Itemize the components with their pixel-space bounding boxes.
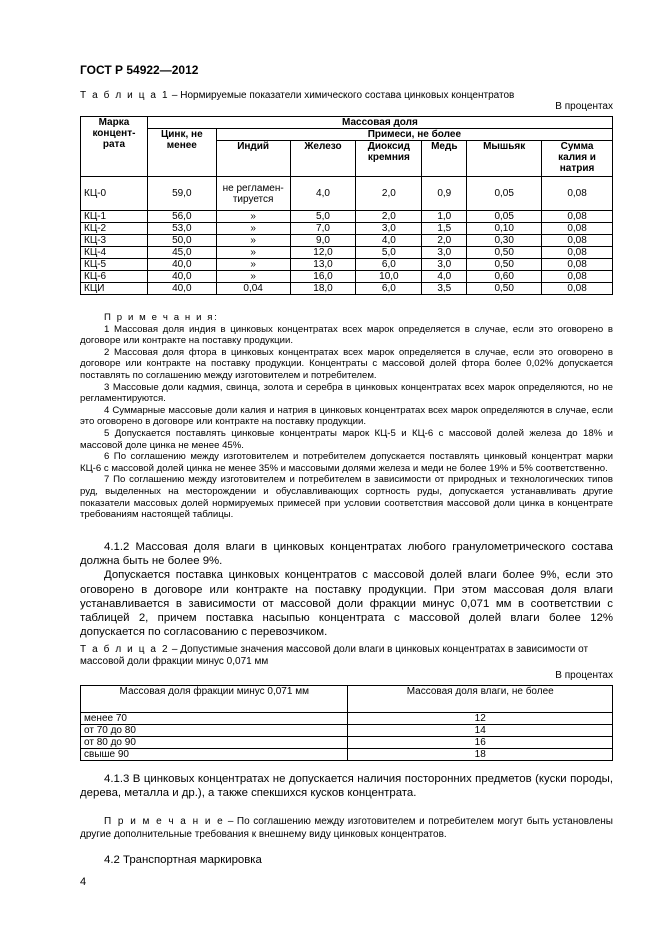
cell-zinc: 53,0 bbox=[147, 223, 216, 235]
cell-silica: 5,0 bbox=[356, 247, 422, 259]
table-row bbox=[81, 737, 613, 749]
table2-caption bbox=[80, 644, 613, 668]
cell-iron: 5,0 bbox=[290, 211, 356, 223]
cell-mark: КЦ-6 bbox=[81, 271, 148, 283]
cell-arsenic: 0,50 bbox=[467, 259, 542, 271]
cell-copper: 3,0 bbox=[422, 247, 467, 259]
table-row bbox=[81, 725, 613, 737]
table-row bbox=[81, 283, 613, 295]
table2-caption-text: – Допустимые значения массовой доли влаги в цинковых концентратах в зависимости от массовой доли фракции минус 0,071 мм bbox=[80, 644, 589, 667]
cell-arsenic: 0,60 bbox=[467, 271, 542, 283]
cell-copper: 2,0 bbox=[422, 235, 467, 247]
table-row bbox=[81, 223, 613, 235]
cell-kna: 0,08 bbox=[542, 177, 613, 211]
paragraph: 4.1.3 В цинковых концентратах не допускается наличия посторонних предметов (куски породы, дерева, металла и др.), а также спекшихся кусков концентрата. bbox=[80, 773, 613, 800]
cell-iron: 4,0 bbox=[290, 177, 356, 211]
cell-kna: 0,08 bbox=[542, 211, 613, 223]
cell-mark: КЦИ bbox=[81, 283, 148, 295]
note-label: П р и м е ч а н и е bbox=[104, 816, 225, 827]
cell-fraction: от 70 до 80 bbox=[81, 725, 348, 737]
section-4-2 bbox=[80, 853, 613, 867]
page-number: 4 bbox=[80, 876, 87, 888]
table-row bbox=[81, 271, 613, 283]
cell-indium: » bbox=[216, 259, 290, 271]
notes-title: П р и м е ч а н и я: bbox=[104, 312, 219, 323]
table1-notes bbox=[80, 312, 613, 521]
note-item: 5 Допускается поставлять цинковые концентраты марок КЦ-5 и КЦ-6 с массовой долей железа до 18% и массовой доле цинка не менее 45%. bbox=[80, 427, 613, 451]
table1-caption-label: Т а б л и ц а 1 bbox=[80, 90, 170, 101]
cell-moisture: 16 bbox=[348, 737, 613, 749]
cell-copper: 3,0 bbox=[422, 259, 467, 271]
table-row bbox=[81, 713, 613, 725]
cell-fraction: свыше 90 bbox=[81, 749, 348, 761]
cell-copper: 1,5 bbox=[422, 223, 467, 235]
note-text: – По соглашению между изготовителем и потребителем могут быть установлены другие дополнительные требования к внешнему виду цинковых концентратов. bbox=[80, 816, 613, 840]
cell-silica: 4,0 bbox=[356, 235, 422, 247]
cell-indium: 0,04 bbox=[216, 283, 290, 295]
cell-zinc: 50,0 bbox=[147, 235, 216, 247]
table-row bbox=[81, 211, 613, 223]
note-item: 4 Суммарные массовые доли калия и натрия в цинковых концентратах всех марок определяются в случае, если это оговорено в договоре или контракте на поставку продукции. bbox=[80, 404, 613, 428]
cell-arsenic: 0,30 bbox=[467, 235, 542, 247]
table-row bbox=[81, 247, 613, 259]
th-fraction: Массовая доля фракции минус 0,071 мм bbox=[81, 686, 348, 713]
section-4-1-3 bbox=[80, 772, 613, 800]
th-indium: Индий bbox=[216, 141, 290, 177]
table2 bbox=[80, 685, 613, 761]
cell-arsenic: 0,50 bbox=[467, 247, 542, 259]
table1-units: В процентах bbox=[555, 101, 613, 112]
cell-indium: » bbox=[216, 223, 290, 235]
table-row bbox=[81, 177, 613, 211]
th-impurities: Примеси, не более bbox=[216, 129, 612, 141]
cell-moisture: 18 bbox=[348, 749, 613, 761]
table-row bbox=[81, 259, 613, 271]
cell-mark: КЦ-0 bbox=[81, 177, 148, 211]
cell-iron: 13,0 bbox=[290, 259, 356, 271]
cell-arsenic: 0,05 bbox=[467, 177, 542, 211]
paragraph: Допускается поставка цинковых концентратов с массовой долей влаги более 9%, если это оговорено в договоре или контракте на поставку продукции. При этом массовая доля влаги устанавливается в зависимости от массовой доли фракции минус 0,071 мм в соответствии с таблицей 2, причем поставка насыпью концентрата с массовой долей влаги более 12% допускается по согласованию с перевозчиком. bbox=[80, 569, 613, 639]
note-item: 3 Массовые доли кадмия, свинца, золота и серебра в цинковых концентратах всех марок определяются, но не регламентируются. bbox=[80, 381, 613, 405]
th-moisture: Массовая доля влаги, не более bbox=[348, 686, 613, 713]
cell-kna: 0,08 bbox=[542, 223, 613, 235]
th-copper: Медь bbox=[422, 141, 467, 177]
th-kna: Сумма калия и натрия bbox=[542, 141, 613, 177]
cell-mark: КЦ-1 bbox=[81, 211, 148, 223]
cell-copper: 0,9 bbox=[422, 177, 467, 211]
th-silica: Диоксид кремния bbox=[356, 141, 422, 177]
cell-silica: 6,0 bbox=[356, 259, 422, 271]
note-item: 2 Массовая доля фтора в цинковых концентратах всех марок определяется в случае, если это оговорено в договоре или контракте на поставку продукции. Концентраты с массовой долей фтора более 0,02% допускается поставлять по соглашению между изготовителем и потребителем. bbox=[80, 346, 613, 381]
cell-moisture: 12 bbox=[348, 713, 613, 725]
cell-zinc: 40,0 bbox=[147, 271, 216, 283]
table-row bbox=[81, 749, 613, 761]
cell-kna: 0,08 bbox=[542, 271, 613, 283]
cell-silica: 6,0 bbox=[356, 283, 422, 295]
cell-copper: 4,0 bbox=[422, 271, 467, 283]
cell-kna: 0,08 bbox=[542, 247, 613, 259]
cell-iron: 16,0 bbox=[290, 271, 356, 283]
cell-iron: 18,0 bbox=[290, 283, 356, 295]
cell-silica: 2,0 bbox=[356, 177, 422, 211]
cell-fraction: менее 70 bbox=[81, 713, 348, 725]
cell-kna: 0,08 bbox=[542, 235, 613, 247]
standard-id: ГОСТ Р 54922—2012 bbox=[80, 63, 199, 77]
cell-zinc: 40,0 bbox=[147, 259, 216, 271]
cell-indium: » bbox=[216, 271, 290, 283]
cell-indium: » bbox=[216, 247, 290, 259]
section-4-1-2 bbox=[80, 540, 613, 639]
cell-arsenic: 0,05 bbox=[467, 211, 542, 223]
cell-copper: 3,5 bbox=[422, 283, 467, 295]
cell-indium: не регламен-тируется bbox=[216, 177, 290, 211]
section-title: 4.2 Транспортная маркировка bbox=[104, 854, 262, 866]
cell-zinc: 56,0 bbox=[147, 211, 216, 223]
cell-zinc: 59,0 bbox=[147, 177, 216, 211]
cell-indium: » bbox=[216, 235, 290, 247]
th-mass-share: Массовая доля bbox=[147, 117, 612, 129]
note-item: 6 По соглашению между изготовителем и потребителем допускается поставлять цинковый концентрат марки КЦ-6 с массовой долей цинка не менее 35% и массовыми долями железа и меди не более 19% и 5% соответственно. bbox=[80, 451, 613, 474]
cell-moisture: 14 bbox=[348, 725, 613, 737]
cell-kna: 0,08 bbox=[542, 259, 613, 271]
th-iron: Железо bbox=[290, 141, 356, 177]
cell-mark: КЦ-4 bbox=[81, 247, 148, 259]
section-4-1-3-note bbox=[80, 816, 613, 841]
cell-mark: КЦ-5 bbox=[81, 259, 148, 271]
cell-iron: 7,0 bbox=[290, 223, 356, 235]
note-item: 1 Массовая доля индия в цинковых концентратах всех марок определяется в случае, если это оговорено в договоре или контракте на поставку продукции. bbox=[80, 323, 613, 347]
table2-units: В процентах bbox=[555, 670, 613, 681]
cell-zinc: 45,0 bbox=[147, 247, 216, 259]
paragraph: 4.1.2 Массовая доля влаги в цинковых концентратах любого гранулометрического состава должна быть не более 9%. bbox=[80, 541, 613, 568]
table1 bbox=[80, 116, 613, 295]
th-mark: Марка концент-рата bbox=[81, 117, 148, 177]
th-arsenic: Мышьяк bbox=[467, 141, 542, 177]
cell-iron: 12,0 bbox=[290, 247, 356, 259]
cell-arsenic: 0,10 bbox=[467, 223, 542, 235]
th-zinc: Цинк, не менее bbox=[147, 129, 216, 177]
cell-arsenic: 0,50 bbox=[467, 283, 542, 295]
cell-silica: 10,0 bbox=[356, 271, 422, 283]
table1-caption-text: – Нормируемые показатели химического состава цинковых концентратов bbox=[169, 90, 515, 101]
cell-iron: 9,0 bbox=[290, 235, 356, 247]
cell-zinc: 40,0 bbox=[147, 283, 216, 295]
cell-mark: КЦ-3 bbox=[81, 235, 148, 247]
cell-fraction: от 80 до 90 bbox=[81, 737, 348, 749]
cell-mark: КЦ-2 bbox=[81, 223, 148, 235]
table-row bbox=[81, 235, 613, 247]
cell-indium: » bbox=[216, 211, 290, 223]
note-item: 7 По соглашению между изготовителем и потребителем в зависимости от природных и технологических типов руд, выделенных на месторождении и обуславливающих сортность руды, допускается устанавливать другие показатели массовых долей нормируемых примесей при условии соответствия массовой доли цинка в концентрате требованиям настоящей таблицы. bbox=[80, 474, 613, 521]
cell-silica: 2,0 bbox=[356, 211, 422, 223]
cell-silica: 3,0 bbox=[356, 223, 422, 235]
cell-kna: 0,08 bbox=[542, 283, 613, 295]
table2-caption-label: Т а б л и ц а 2 bbox=[80, 644, 170, 655]
cell-copper: 1,0 bbox=[422, 211, 467, 223]
